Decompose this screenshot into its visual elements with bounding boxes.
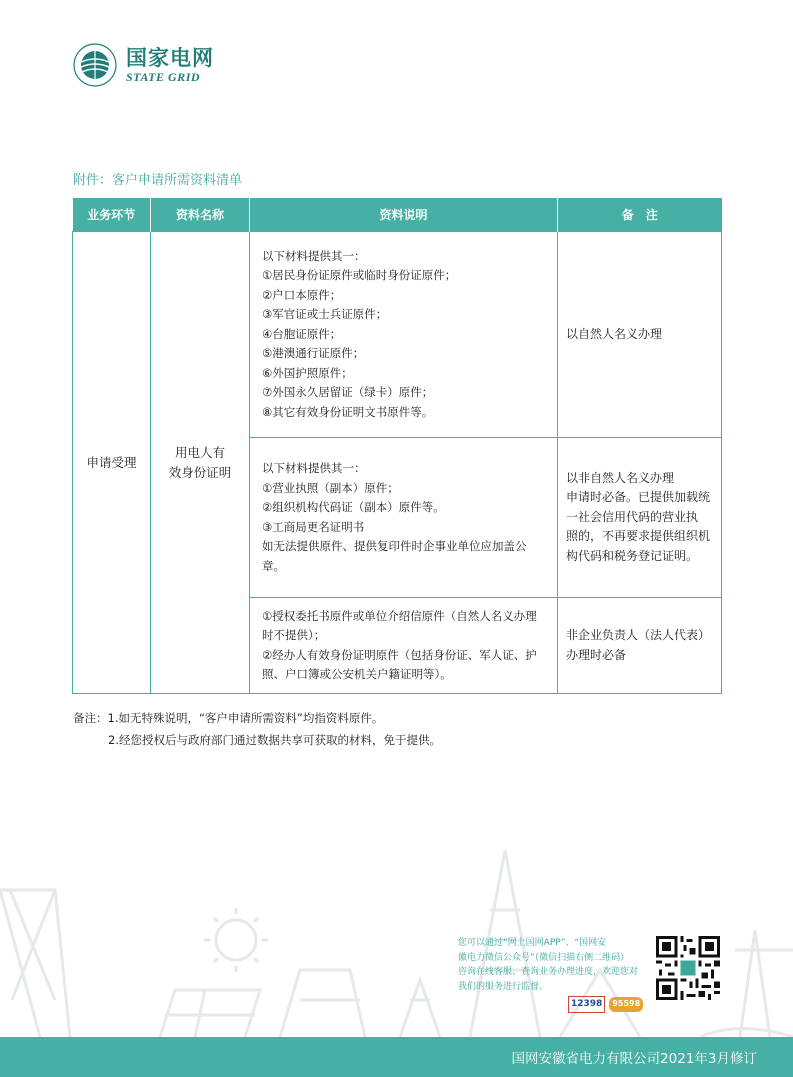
description-line: ③军官证或士兵证原件； xyxy=(262,307,388,322)
header-remarks: 备 注 xyxy=(558,198,722,232)
description-line: ①营业执照（副本）原件； xyxy=(262,480,399,495)
stage-cell: 申请受理 xyxy=(73,232,151,694)
description-line: ⑦外国永久居留证（绿卡）原件； xyxy=(262,385,434,400)
description-line: 以下材料提供其一： xyxy=(262,461,366,475)
remarks-line: 以自然人名义办理 xyxy=(566,326,663,341)
remarks-line: 非企业负责人（法人代表） xyxy=(566,628,711,642)
logo-name-en: STATE GRID xyxy=(126,69,201,84)
state-grid-globe-icon xyxy=(72,42,118,88)
description-line: ②户口本原件； xyxy=(262,287,342,302)
footer-revision-text: 国网安徽省电力有限公司2021年3月修订 xyxy=(511,1051,757,1067)
footnote-line: 2.经您授权后与政府部门通过数据共享可获取的材料，免于提供。 xyxy=(108,733,441,747)
description-line: 如无法提供原件、提供复印件时企事业单位应加盖公章。 xyxy=(262,539,527,573)
logo-name-cn: 国家电网 xyxy=(126,45,214,70)
description-line: 时不提供）； xyxy=(262,628,326,642)
description-line: ⑤港澳通行证原件； xyxy=(262,346,365,361)
description-cell xyxy=(250,232,558,438)
remarks-line: 申请时必备。已提供加载统 xyxy=(566,490,711,505)
description-line: ③工商局更名证明书 xyxy=(262,519,365,534)
remarks-cell xyxy=(558,598,722,694)
hotline-95598-badge: 95598 xyxy=(609,997,643,1012)
footnote-line: 备注：1.如无特殊说明，“客户申请所需资料”均指资料原件。 xyxy=(73,711,384,725)
description-line: ④台胞证原件； xyxy=(262,326,342,341)
materials-table xyxy=(72,198,722,694)
item-name-line: 效身份证明 xyxy=(168,464,232,480)
table-row xyxy=(73,232,722,438)
description-line: 照、户口簿或公安机关户籍证明等）。 xyxy=(262,667,452,681)
footnotes xyxy=(73,707,441,751)
hotline-12398-badge: 12398 xyxy=(568,996,605,1013)
header-item-name: 资料名称 xyxy=(151,198,250,232)
service-promo xyxy=(458,936,654,1013)
description-line: ①居民身份证原件或临时身份证原件； xyxy=(262,268,457,283)
item-name-line: 用电人有 xyxy=(174,445,225,460)
table-header-row xyxy=(73,198,722,232)
description-cell xyxy=(250,438,558,598)
promo-line: 您可以通过“网上国网APP”、“国网安 xyxy=(458,938,607,948)
description-line: ⑥外国护照原件； xyxy=(262,365,353,380)
description-line: ①授权委托书原件或单位介绍信原件（自然人名义办理 xyxy=(262,608,537,623)
header-stage: 业务环节 xyxy=(73,198,151,232)
remarks-cell xyxy=(558,232,722,438)
description-line: ②经办人有效身份证明原件（包括身份证、军人证、护 xyxy=(262,647,537,662)
description-line: 以下材料提供其一： xyxy=(262,248,366,263)
footer-bar xyxy=(0,1037,793,1077)
promo-line: 徽电力微信公众号”（微信扫描右侧二维码） xyxy=(458,952,630,963)
promo-line: 我们的服务进行监督。 xyxy=(458,981,549,992)
description-line: ⑧其它有效身份证明文书原件等。 xyxy=(262,404,434,419)
description-line: ②组织机构代码证（副本）原件等。 xyxy=(262,500,445,514)
attachment-heading: 附件：客户申请所需资料清单 xyxy=(73,173,243,188)
hotline-badges xyxy=(458,996,654,1013)
remarks-line: 办理时必备 xyxy=(566,647,627,662)
header-description: 资料说明 xyxy=(250,198,558,232)
promo-line: 咨询在线客服、查询业务办理进度，欢迎您对 xyxy=(458,967,639,978)
description-cell xyxy=(250,598,558,694)
remarks-cell xyxy=(558,438,722,598)
remarks-line: 照的，不再要求提供组织机 xyxy=(566,529,711,544)
remarks-line: 以非自然人名义办理 xyxy=(566,470,675,485)
state-grid-logo xyxy=(72,42,214,88)
item-name-cell xyxy=(151,232,250,694)
wechat-qr-code-icon[interactable] xyxy=(656,936,720,1000)
remarks-line: 一社会信用代码的营业执 xyxy=(566,509,699,524)
remarks-line: 构代码和税务登记证明。 xyxy=(566,548,699,563)
